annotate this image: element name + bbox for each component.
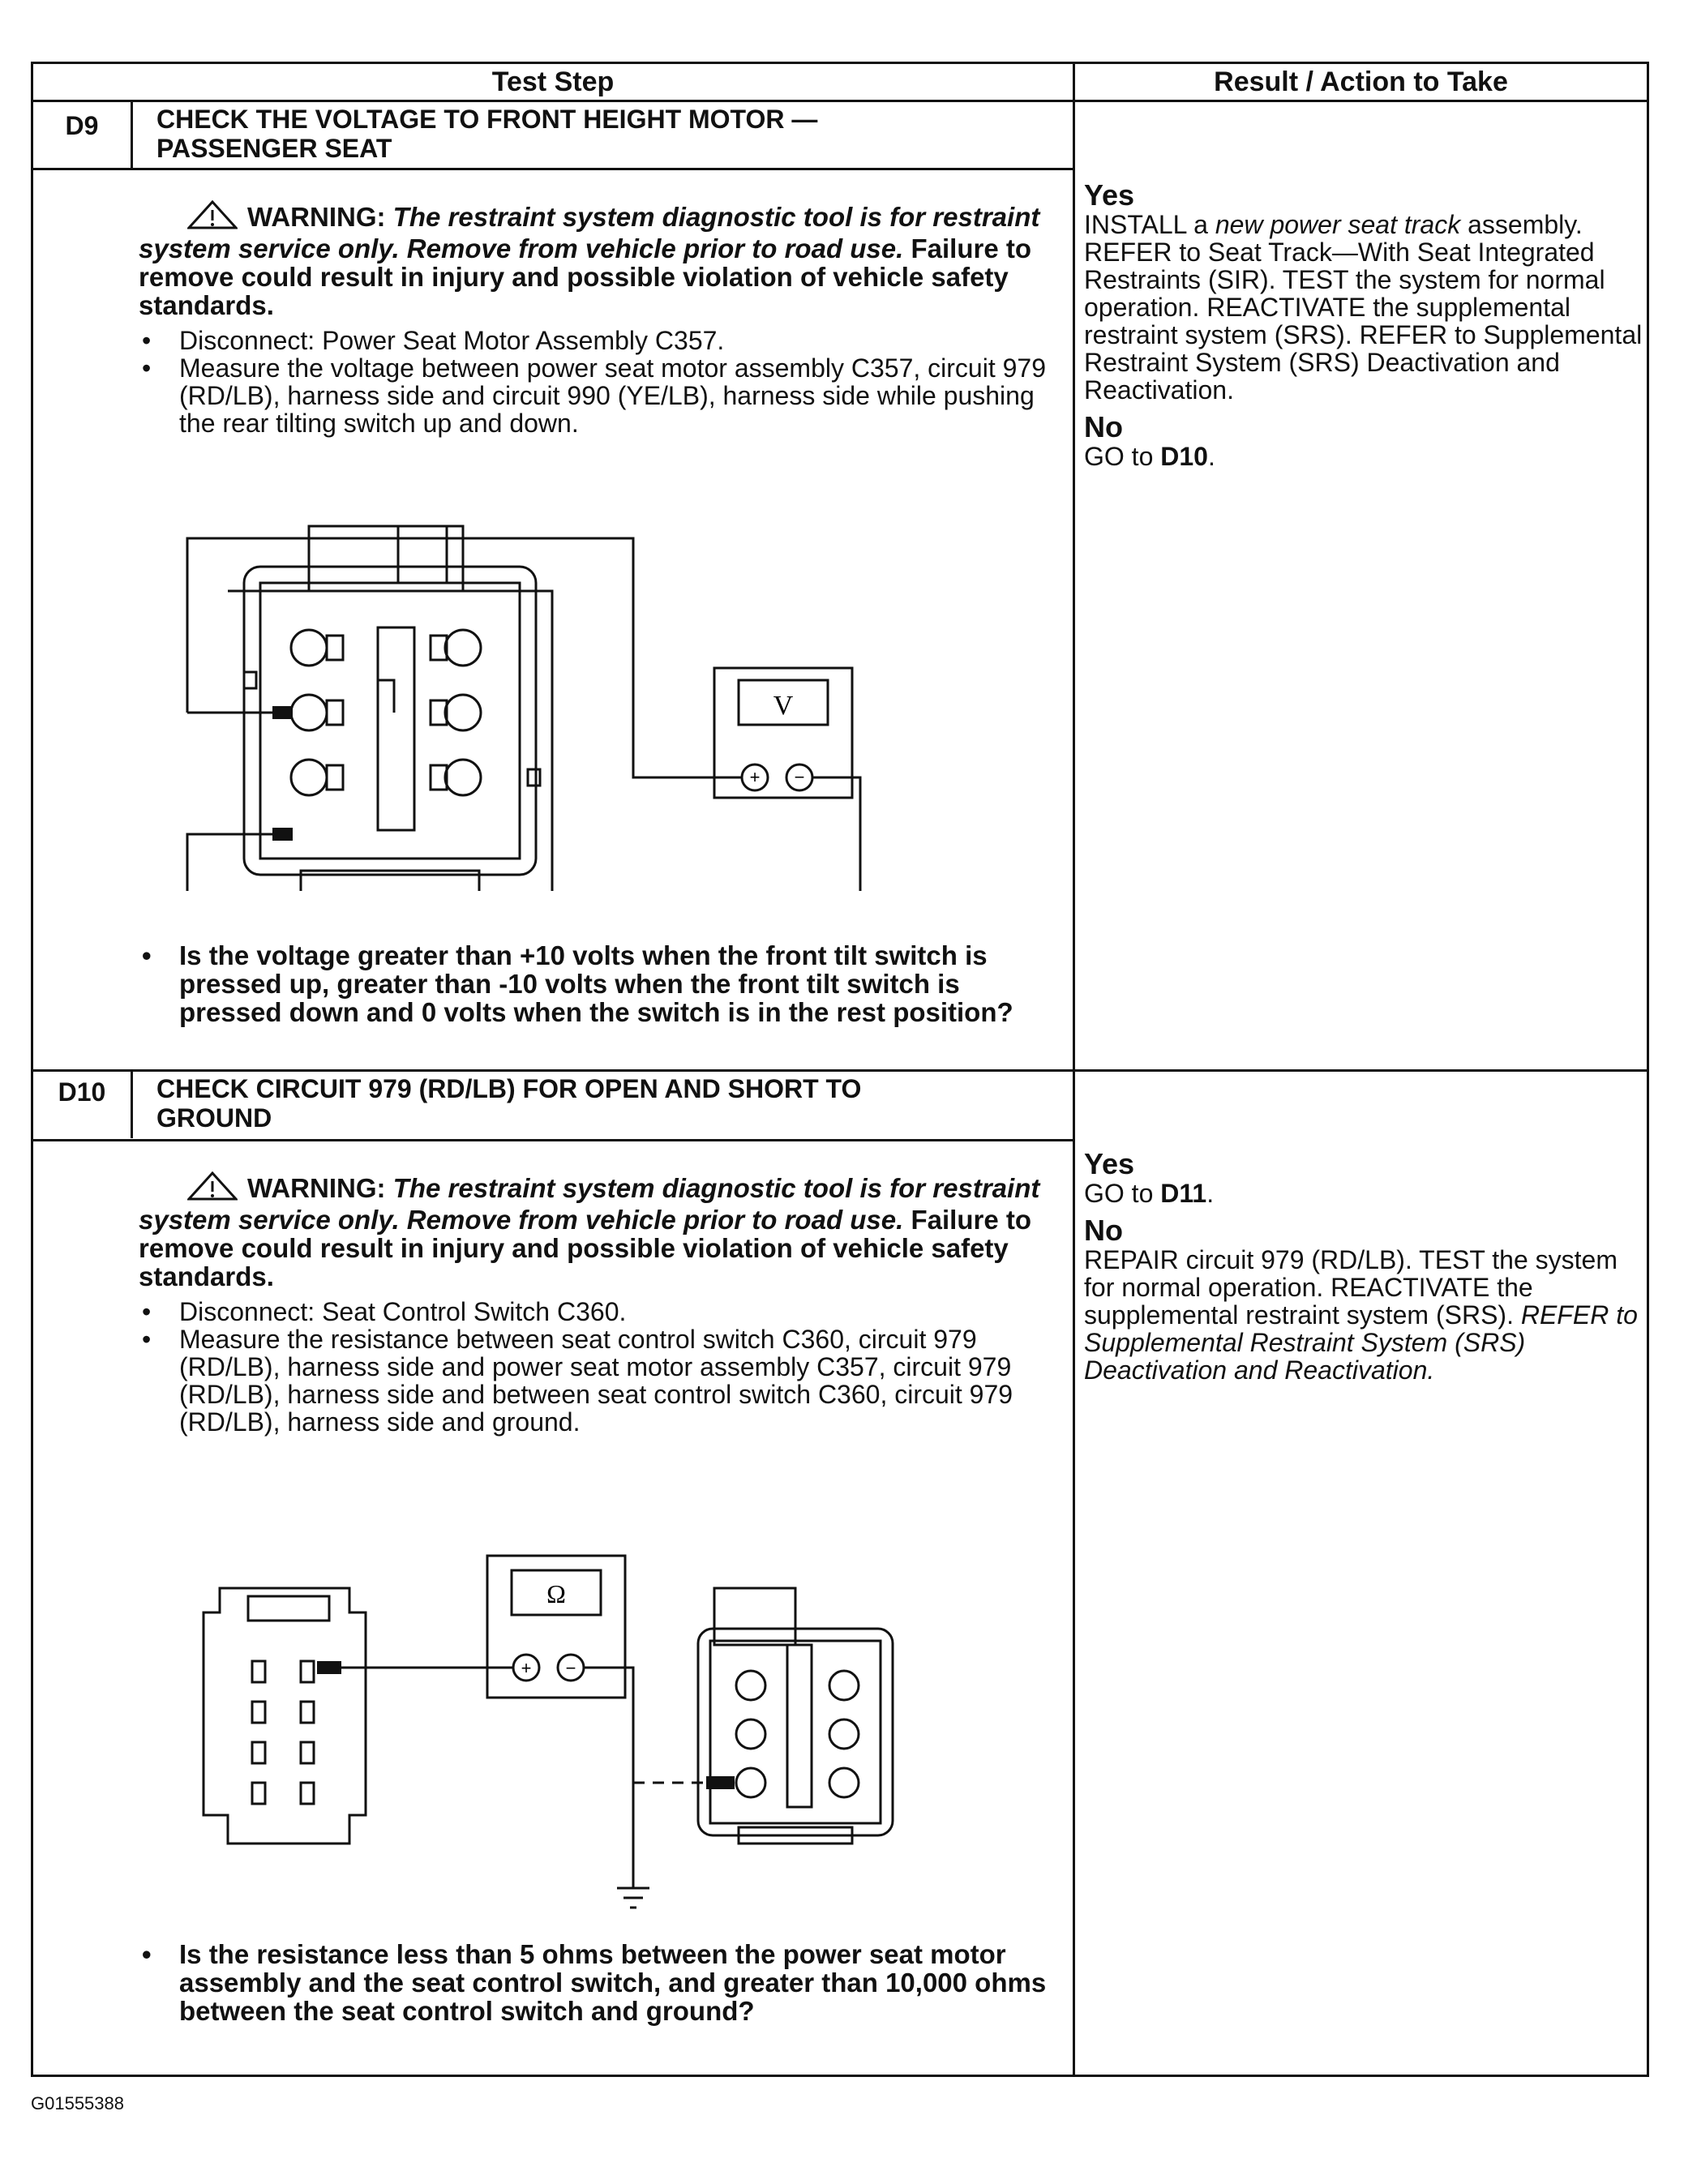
yes-text: GO to — [1084, 1179, 1154, 1208]
goto-d10-link[interactable]: D10 — [1160, 442, 1208, 471]
minus-terminal-label: − — [794, 767, 805, 787]
list-item: • Measure the resistance between seat control switch C360, circuit 979 (RD/LB), harness side and power seat motor assembly C357, circuit 979 (RD/LB), harness side and between seat control switch C360, circuit 979 (RD/LB), harness side and ground. — [139, 1325, 1063, 1436]
step-id-d9: D9 — [65, 111, 99, 140]
list-item: • Disconnect: Seat Control Switch C360. — [139, 1298, 1063, 1325]
d9-warning — [139, 200, 1055, 319]
no-label: No — [1084, 410, 1123, 443]
no-label: No — [1084, 1214, 1123, 1247]
d9-question — [139, 941, 1055, 1026]
d10-warning-italic: The restraint system diagnostic tool is for restraint system service only. Remove from vehicle prior to road use. — [139, 1173, 1040, 1235]
d9-result — [1084, 180, 1643, 470]
minus-terminal-label: − — [565, 1658, 576, 1678]
step-id-d10: D10 — [58, 1077, 106, 1107]
d9-voltage-diagram — [106, 453, 998, 891]
warning-triangle-icon — [187, 200, 238, 234]
header-test-step: Test Step — [491, 66, 615, 97]
no-end: . — [1207, 442, 1215, 471]
step-divider — [33, 1069, 1647, 1072]
header-result-action: Result / Action to Take — [1214, 66, 1508, 97]
d9-warning-rest: Failure to remove could result in injury and possible violation of vehicle safety standards. — [139, 233, 1032, 320]
d10-warning-rest: Failure to remove could result in injury and possible violation of vehicle safety standards. — [139, 1205, 1032, 1291]
d10-result — [1084, 1149, 1643, 1384]
step-title-d10: CHECK CIRCUIT 979 (RD/LB) FOR OPEN AND SHORT TO GROUND — [156, 1074, 862, 1133]
d10-warning-label: WARNING: — [247, 1173, 386, 1203]
plus-terminal-label: + — [521, 1658, 532, 1678]
meter-symbol-ohm: Ω — [546, 1579, 566, 1608]
figure-id: G01555388 — [31, 2093, 124, 2113]
list-item: • Disconnect: Power Seat Motor Assembly C357. — [139, 327, 1063, 354]
question-text: • Is the resistance less than 5 ohms between the power seat motor assembly and the seat control switch, and greater than 10,000 ohms between the seat control switch and ground? — [139, 1940, 1055, 2025]
d9-instructions — [139, 327, 1063, 437]
yes-label: Yes — [1084, 1147, 1135, 1180]
yes-end: . — [1206, 1179, 1215, 1208]
d10-yes-action — [1084, 1180, 1643, 1207]
yes-text-italic: new power seat track — [1215, 210, 1461, 239]
yes-label: Yes — [1084, 178, 1135, 212]
d9-yes-action — [1084, 211, 1643, 404]
d10-no-action — [1084, 1246, 1643, 1384]
goto-d11-link[interactable]: D11 — [1160, 1179, 1207, 1208]
ohmmeter — [487, 1556, 625, 1698]
no-text: GO to — [1084, 442, 1154, 471]
d9-warning-italic: The restraint system diagnostic tool is for restraint system service only. Remove from vehicle prior to road use. — [139, 202, 1040, 263]
question-text: • Is the voltage greater than +10 volts when the front tilt switch is pressed up, greater than -10 volts when the front tilt switch is pressed down and 0 volts when the switch is in the rest position? — [139, 941, 1055, 1026]
no-text-italic: REFER to Supplemental Restraint System (SRS) Deactivation and Reactivation. — [1084, 1300, 1638, 1385]
d9-title-divider — [33, 168, 1074, 170]
plus-terminal-label: + — [749, 767, 761, 787]
diagnostic-table — [31, 62, 1649, 2077]
list-item: • Measure the voltage between power seat motor assembly C357, circuit 979 (RD/LB), harness side and circuit 990 (YE/LB), harness side while pushing the rear tilting switch up and down. — [139, 354, 1063, 437]
step-title-d9: CHECK THE VOLTAGE TO FRONT HEIGHT MOTOR — PASSENGER SEAT — [156, 105, 818, 163]
meter-symbol-v: V — [773, 691, 794, 721]
d10-question — [139, 1940, 1055, 2025]
d10-instructions — [139, 1298, 1063, 1436]
yes-text-2: assembly. REFER to Seat Track—With Seat Integrated Restraints (SIR). TEST the system for normal operation. REACTIVATE the supplemental restraint system (SRS). REFER to Supplemental Restraint System (SRS) Deactivation and Reactivation. — [1084, 210, 1643, 405]
d9-id-divider — [131, 101, 133, 168]
yes-text-1: INSTALL a — [1084, 210, 1208, 239]
d9-no-action — [1084, 443, 1643, 470]
header-divider — [33, 100, 1647, 102]
d9-warning-label: WARNING: — [247, 202, 386, 232]
d10-warning — [139, 1171, 1055, 1291]
no-text-1: REPAIR circuit 979 (RD/LB). TEST the system for normal operation. REACTIVATE the supplemental restraint system (SRS). — [1084, 1245, 1618, 1330]
d10-id-divider — [131, 1072, 133, 1138]
connector-outline — [228, 591, 552, 891]
warning-triangle-icon — [187, 1171, 238, 1205]
d10-resistance-diagram — [179, 1540, 1071, 1993]
d10-title-divider — [33, 1139, 1074, 1141]
switch-connector — [204, 1588, 366, 1844]
